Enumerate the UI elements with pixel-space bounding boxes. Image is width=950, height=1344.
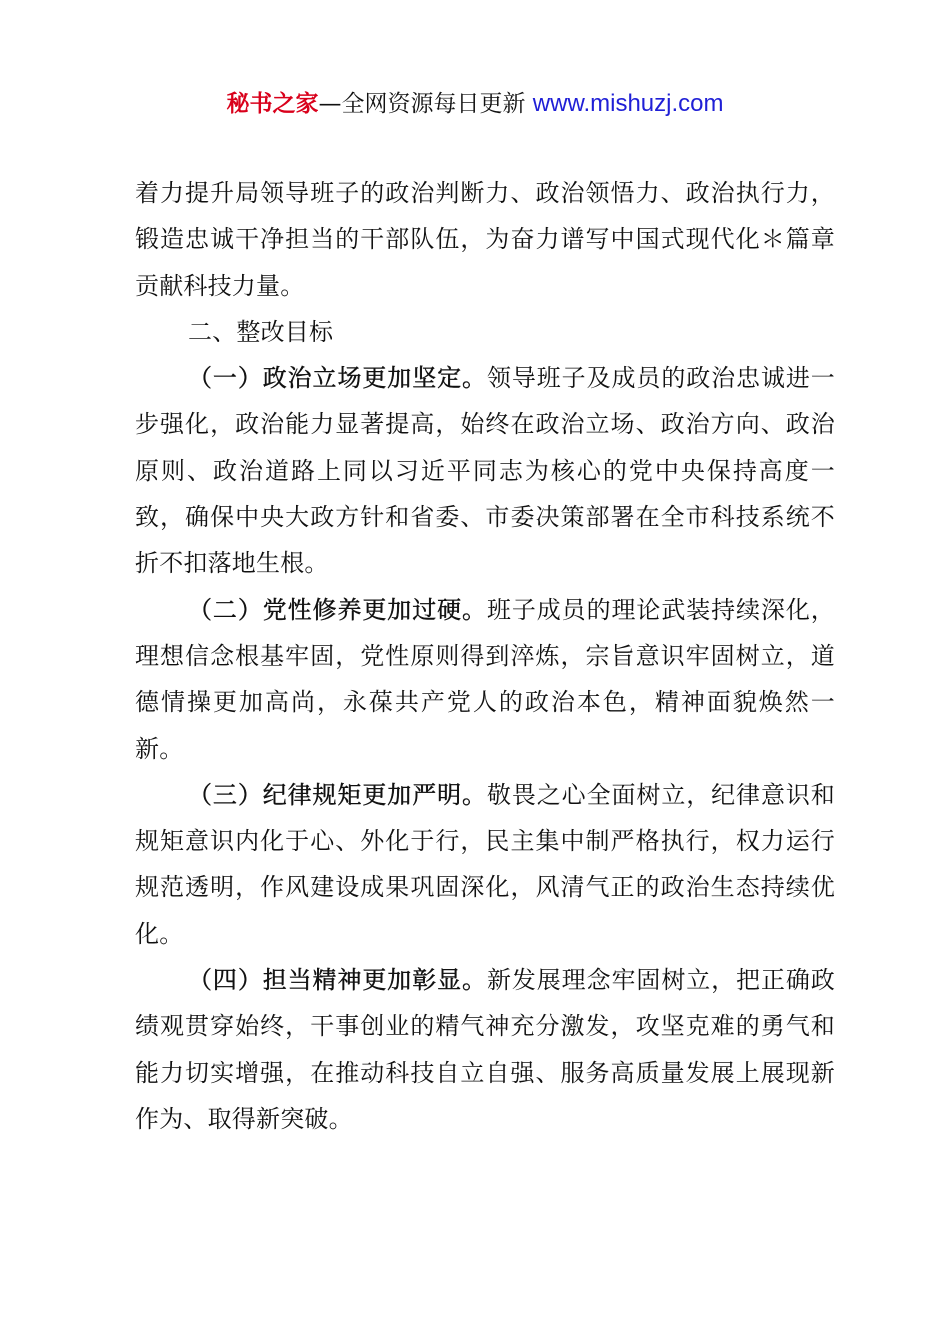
site-header	[0, 86, 950, 122]
site-brand: 秘书之家	[226, 91, 319, 117]
paragraph-heading: （四）担当精神更加彰显。	[188, 966, 487, 995]
paragraph-text: 班子成员的理论武装持续深化，理想信念根基牢固，党性原则得到淬炼，宗旨意识牢固树立，道德情操更加高尚，永葆共产党人的政治本色，精神面貌焕然一新。	[135, 595, 835, 763]
paragraph-text: 着力提升局领导班子的政治判断力、政治领悟力、政治执行力，锻造忠诚干净担当的干部队伍，为奋力谱写中国式现代化＊篇章贡献科技力量。	[135, 179, 835, 300]
paragraph-goal-3	[135, 772, 835, 957]
paragraph-goal-4	[135, 957, 835, 1142]
document-body	[135, 170, 835, 1142]
paragraph-goal-2	[135, 587, 835, 772]
paragraph-heading: （三）纪律规矩更加严明。	[188, 780, 487, 809]
paragraph-text: 领导班子及成员的政治忠诚进一步强化，政治能力显著提高，始终在政治立场、政治方向、政治原则、政治道路上同以习近平同志为核心的党中央保持高度一致，确保中央大政方针和省委、市委决策部署在全市科技系统不折不扣落地生根。	[135, 364, 835, 578]
section-heading	[135, 309, 835, 355]
section-heading-text: 二、整改目标	[188, 317, 334, 346]
paragraph-text: 敬畏之心全面树立，纪律意识和规矩意识内化于心、外化于行，民主集中制严格执行，权力运行规范透明，作风建设成果巩固深化，风清气正的政治生态持续优化。	[135, 780, 835, 948]
paragraph-goal-1	[135, 355, 835, 586]
paragraph-text: 新发展理念牢固树立，把正确政绩观贯穿始终，干事创业的精气神充分激发，攻坚克难的勇气和能力切实增强，在推动科技自立自强、服务高质量发展上展现新作为、取得新突破。	[135, 966, 835, 1133]
site-url-link[interactable]: www.mishuzj.com	[532, 90, 724, 117]
paragraph-intro	[135, 170, 835, 309]
paragraph-heading: （二）党性修养更加过硬。	[188, 595, 487, 624]
site-slogan: —全网资源每日更新	[318, 91, 526, 117]
paragraph-heading: （一）政治立场更加坚定。	[188, 364, 487, 393]
